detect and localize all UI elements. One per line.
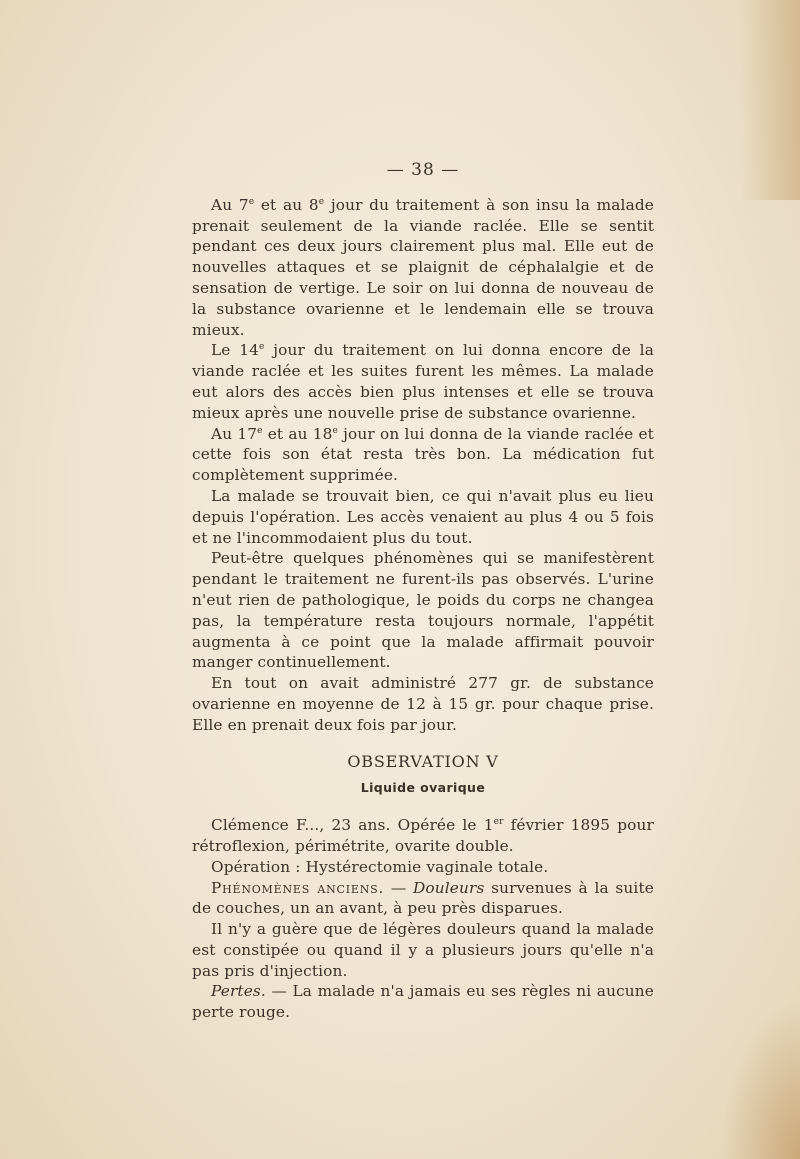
paragraph-3: Au 17e et au 18e jour on lui donna de la viande raclée et cette fois son état resta très bon. La médication fut complètement supprimée. xyxy=(192,424,654,485)
observation-losses: Pertes. — La malade n'a jamais eu ses règles ni aucune perte rouge. xyxy=(192,982,654,1022)
paragraph-2: Le 14e jour du traitement on lui donna encore de la viande raclée et les suites furent les mêmes. La malade eut alors des accès bien plus intenses et elle se trouva mieux après une nouvelle prise de substance ovarienne. xyxy=(192,341,654,422)
paragraph-1: Au 7e et au 8e jour du traitement à son insu la malade prenait seulement de la viande raclée. Elle se sentit pendant ces deux jours clairement plus mal. Elle eut de nouvelles attaques et se plaignit de céphalalgie et de sensation de vertige. Le soir on lui donna de nouveau de la substance ovarienne et le lendemain elle se trouva mieux. xyxy=(192,195,654,339)
paragraph-6: En tout on avait administré 277 gr. de substance ovarienne en moyenne de 12 à 15 gr. pour chaque prise. Elle en prenait deux fois par jour. xyxy=(192,674,654,734)
observation-heading: OBSERVATION V xyxy=(347,751,499,771)
observation-operation: Opération : Hystérectomie vaginale totale. xyxy=(211,857,549,876)
text-column xyxy=(192,160,654,1023)
paper-stain-top-right xyxy=(740,0,800,200)
page-number: — 38 — xyxy=(386,160,460,180)
observation-subheading: Liquide ovarique xyxy=(360,780,486,796)
observation-patient: Clémence F..., 23 ans. Opérée le 1er février 1895 pour rétroflexion, périmétrite, ovarite double. xyxy=(192,816,655,855)
paper-stain-bottom-right xyxy=(720,999,800,1159)
observation-antecedents: Phénomènes anciens. — Douleurs survenues à la suite de couches, un an avant, à peu près disparues. xyxy=(192,878,654,918)
paragraph-5: Peut-être quelques phénomènes qui se manifestèrent pendant le traitement ne furent-ils pas observés. L'urine n'eut rien de pathologique, le poids du corps ne changea pas, la température resta toujours normale, l'appétit augmenta à ce point que la malade affirmait pouvoir manger continuellement. xyxy=(192,549,654,672)
observation-pain: Il n'y a guère que de légères douleurs quand la malade est constipée ou quand il y a plusieurs jours qu'elle n'a pas pris d'injection. xyxy=(192,920,654,980)
paragraph-4: La malade se trouvait bien, ce qui n'avait plus eu lieu depuis l'opération. Les accès venaient au plus 4 ou 5 fois et ne l'incommodaient plus du tout. xyxy=(192,486,654,547)
section-label: Phénomènes anciens. xyxy=(211,878,385,897)
